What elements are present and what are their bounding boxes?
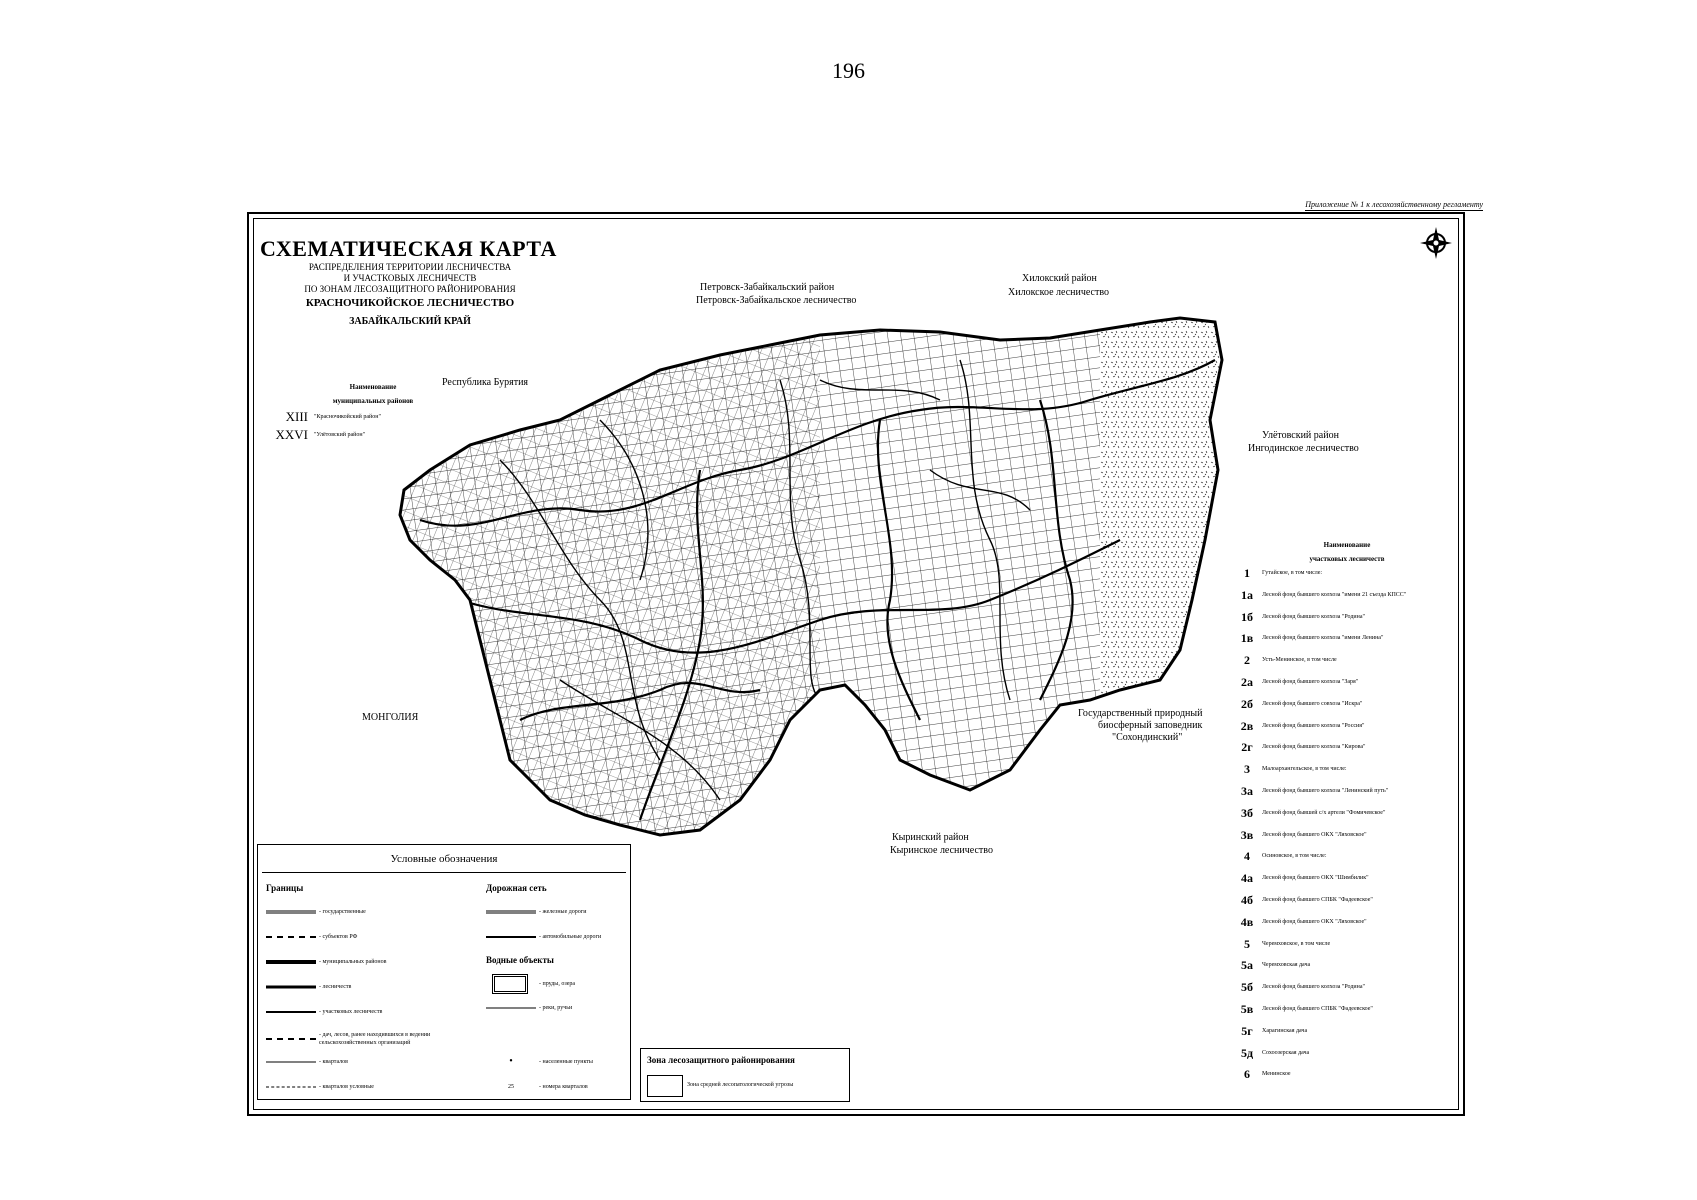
district-name: Лесной фонд бывшего колхоза "Кирова" xyxy=(1262,744,1366,751)
legend-water-heading: Водные объекты xyxy=(486,955,554,965)
district-number: 3а xyxy=(1241,783,1253,798)
zone-legend xyxy=(640,1048,850,1102)
district-item xyxy=(1232,828,1462,850)
district-number: 1б xyxy=(1241,609,1253,624)
district-number: 6 xyxy=(1244,1067,1250,1082)
district-name: Сохоозерская дача xyxy=(1262,1049,1310,1056)
district-name: Осиновское, в том числе: xyxy=(1262,853,1327,860)
district-number: 5д xyxy=(1240,1045,1254,1060)
legend-boundaries-heading: Границы xyxy=(266,883,304,893)
district-number: 5б xyxy=(1241,980,1253,995)
subtitle-line: И УЧАСТКОВЫХ ЛЕСНИЧЕСТВ xyxy=(343,273,477,283)
legend-subject-boundary: - субъектов РФ xyxy=(266,932,357,942)
legend-state-boundary: - государственные xyxy=(266,907,366,917)
district-list xyxy=(1232,538,1462,1089)
district-name: Лесной фонд бывшего колхоза "имени 21 съезда КПСС" xyxy=(1262,591,1407,598)
district-number: 1 xyxy=(1244,566,1250,580)
legend-title: Условные обозначения xyxy=(390,853,498,865)
district-name: Черемховская дача xyxy=(1262,962,1311,969)
district-number: 4а xyxy=(1241,871,1253,886)
district-name: Лесной фонд бывшего колхоза "Ленинский путь" xyxy=(1262,787,1389,794)
district-number: 5г xyxy=(1241,1023,1253,1038)
district-item xyxy=(1232,958,1462,980)
district-name: Лесной фонд бывшего СПБК "Фадеевское" xyxy=(1262,896,1373,903)
district-number: 2в xyxy=(1240,718,1254,733)
district-name: Лесной фонд бывшего ОКХ "Шимбилик" xyxy=(1262,875,1369,882)
municipal-item xyxy=(268,426,438,444)
legend-panel xyxy=(257,844,631,1100)
municipal-code: XXVI xyxy=(275,427,308,442)
label-ingoda-forestry: Ингодинское лесничество xyxy=(1248,443,1359,454)
district-item xyxy=(1232,588,1462,610)
label-reserve-line2: биосферный заповедник xyxy=(1098,720,1203,731)
district-item xyxy=(1232,762,1462,784)
legend-motorway: - автомобильные дороги xyxy=(486,932,601,942)
district-name: Черемховское, в том числе xyxy=(1262,940,1331,947)
district-name: Харагинская дача xyxy=(1262,1027,1308,1034)
district-number: 2 xyxy=(1244,653,1250,668)
page-number: 196 xyxy=(832,58,865,83)
municipal-heading: муниципальных районов xyxy=(332,397,414,405)
legend-ponds-lakes: - пруды, озера xyxy=(486,975,575,993)
district-number: 4б xyxy=(1241,892,1253,907)
district-name: Лесной фонд бывшей с/х артели "Фомичевское" xyxy=(1262,809,1386,816)
compass-rose-icon xyxy=(1419,226,1453,260)
district-name: Лесной фонд бывшего СПБК "Фадеевское" xyxy=(1262,1005,1373,1012)
district-item xyxy=(1232,719,1462,741)
label-uletov-district: Улётовский район xyxy=(1262,430,1339,441)
forestry-name: КРАСНОЧИКОЙСКОЕ ЛЕСНИЧЕСТВО xyxy=(305,297,515,309)
appendix-note: Приложение № 1 к лесохозяйственному регламенту xyxy=(1305,200,1483,209)
district-name: Гутайское, в том числе: xyxy=(1262,570,1323,576)
municipal-item xyxy=(268,408,438,426)
district-number: 5 xyxy=(1244,936,1250,951)
district-name: Менинское xyxy=(1262,1071,1291,1078)
legend-quarter-boundary: - кварталов xyxy=(266,1057,348,1067)
district-number: 5в xyxy=(1240,1001,1254,1016)
district-item xyxy=(1232,631,1462,653)
legend-railway: - железные дороги xyxy=(486,907,586,917)
label-buryatia: Республика Бурятия xyxy=(442,377,529,388)
legend-conditional-quarter-boundary: - кварталов условные xyxy=(266,1082,374,1092)
district-name: Лесной фонд бывшего колхоза "Заря" xyxy=(1262,678,1359,685)
municipal-code: XIII xyxy=(285,409,308,424)
district-name: Лесной фонд бывшего колхоза "Родина" xyxy=(1262,613,1365,620)
district-heading: участковых лесничеств xyxy=(1309,555,1385,563)
legend-roads-heading: Дорожная сеть xyxy=(486,883,547,893)
district-name: Малоархангельское, в том числе: xyxy=(1262,766,1347,773)
label-petrovsk-district: Петровск-Забайкальский район xyxy=(700,282,835,293)
label-khilok-forestry: Хилокское лесничество xyxy=(1008,287,1110,298)
district-name: Лесной фонд бывшего колхоза "Родина" xyxy=(1262,984,1365,991)
district-item xyxy=(1232,697,1462,719)
legend-settlements: • - населенные пункты xyxy=(509,1056,593,1067)
legend-dacha-boundary: - дач, лесов, ранее находившихся в ведении сельскохозяйственных организаций xyxy=(266,1031,489,1047)
zone-title: Зона лесозащитного районирования xyxy=(647,1055,795,1065)
district-item xyxy=(1232,1024,1462,1046)
district-item xyxy=(1232,610,1462,632)
legend-municipal-boundary: - муниципальных районов xyxy=(266,957,386,967)
district-item xyxy=(1232,653,1462,675)
district-item xyxy=(1232,566,1462,588)
subtitle-line: ПО ЗОНАМ ЛЕСОЗАЩИТНОГО РАЙОНИРОВАНИЯ xyxy=(304,284,516,294)
district-number: 4в xyxy=(1240,914,1254,929)
municipal-name: "Красночикойский район" xyxy=(314,414,381,420)
district-heading: Наименование xyxy=(1323,541,1371,549)
municipal-heading: Наименование xyxy=(349,383,397,391)
district-number: 3б xyxy=(1241,805,1253,820)
district-item xyxy=(1232,1046,1462,1068)
district-number: 5а xyxy=(1241,958,1253,973)
district-item xyxy=(1232,1002,1462,1024)
district-item xyxy=(1232,937,1462,959)
district-item xyxy=(1232,893,1462,915)
zone-swatch xyxy=(647,1075,683,1097)
label-mongolia: МОНГОЛИЯ xyxy=(362,712,419,723)
district-number: 1в xyxy=(1240,631,1254,646)
legend-rivers: - реки, ручьи xyxy=(486,1003,572,1013)
subtitle-line: РАСПРЕДЕЛЕНИЯ ТЕРРИТОРИИ ЛЕСНИЧЕСТВА xyxy=(308,262,512,272)
district-item xyxy=(1232,915,1462,937)
region-name: ЗАБАЙКАЛЬСКИЙ КРАЙ xyxy=(349,316,471,327)
district-item xyxy=(1232,849,1462,871)
district-name: Лесной фонд бывшего ОКХ "Ляховское" xyxy=(1262,918,1367,925)
label-reserve-line3: "Сохондинский" xyxy=(1112,732,1183,743)
label-kyra-forestry: Кыринское лесничество xyxy=(890,845,993,856)
district-item xyxy=(1232,740,1462,762)
municipal-list xyxy=(268,380,438,444)
label-petrovsk-forestry: Петровск-Забайкальское лесничество xyxy=(696,295,857,306)
district-name: Лесной фонд бывшего колхоза "Россия" xyxy=(1262,722,1365,729)
district-item xyxy=(1232,675,1462,697)
legend-forestry-boundary: - лесничеств xyxy=(266,982,351,992)
district-item xyxy=(1232,1067,1462,1089)
district-number: 2г xyxy=(1241,740,1253,755)
map-title: СХЕМАТИЧЕСКАЯ КАРТА xyxy=(260,236,557,261)
district-name: Усть-Менинское, в том числе xyxy=(1262,657,1337,664)
district-number: 2а xyxy=(1241,674,1253,689)
label-kyra-district: Кыринский район xyxy=(892,832,969,843)
label-khilok-district: Хилокский район xyxy=(1022,273,1097,284)
district-number: 1а xyxy=(1241,587,1253,602)
district-name: Лесной фонд бывшего совхоза "Искра" xyxy=(1262,700,1363,707)
district-item xyxy=(1232,980,1462,1002)
label-reserve-line1: Государственный природный xyxy=(1078,708,1203,719)
district-item xyxy=(1232,784,1462,806)
district-name: Лесной фонд бывшего ОКХ "Ляховское" xyxy=(1262,831,1367,838)
district-item xyxy=(1232,871,1462,893)
legend-quarter-numbers: 25 - номера кварталов xyxy=(508,1084,588,1090)
district-number: 2б xyxy=(1241,696,1253,711)
district-number: 3 xyxy=(1244,762,1250,777)
district-number: 3в xyxy=(1240,827,1254,842)
district-number: 4 xyxy=(1244,849,1250,864)
district-name: Лесной фонд бывшего колхоза "имени Ленина" xyxy=(1262,635,1384,642)
zone-label: Зона средней лесопатологической угрозы xyxy=(687,1082,794,1088)
municipal-name: "Улётовский район" xyxy=(314,432,366,438)
district-item xyxy=(1232,806,1462,828)
legend-district-boundary: - участковых лесничеств xyxy=(266,1007,382,1017)
